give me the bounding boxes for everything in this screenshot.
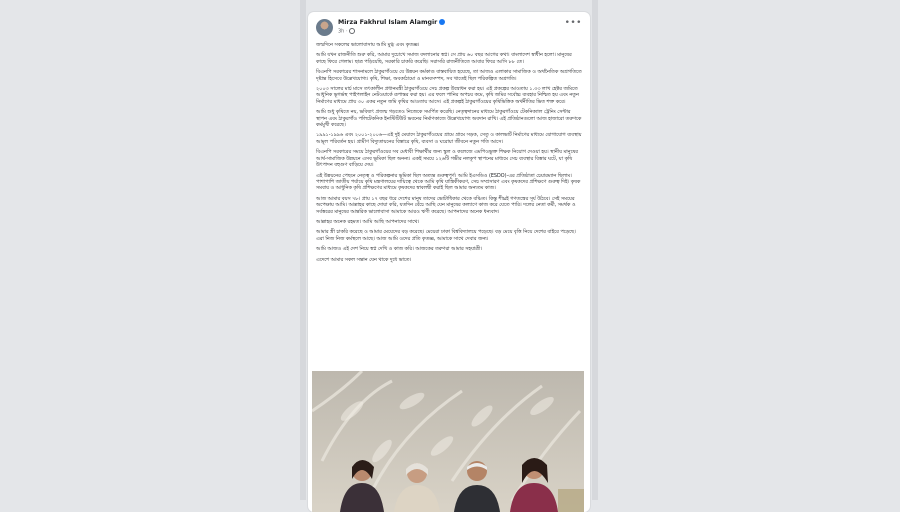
post-photo[interactable]: [312, 371, 584, 512]
author-name-wrap[interactable]: [338, 19, 445, 26]
post-time[interactable]: 3h: [338, 28, 345, 35]
post-paragraph: এই উন্নয়নের পেছনে নেতৃত্ব ও পরিকল্পনার ভূমিকা ছিল অত্যন্ত গুরুত্বপূর্ণ। আমি ইএসডিও (ESDO)-এর প্রতিষ্ঠাতা চেয়ারম্যান ছিলাম। পাশাপাশি জাতীয় পর্যায়ে কৃষি মন্ত্রণালয়ের দায়িত্বে থেকে আমি কৃষি যান্ত্রিকীকরণ, সেচ সম্প্রসারণ এবং কৃষকদের প্রশিক্ষণে গুরুত্ব দিই। কৃষক সমবায় ও আধুনিক কৃষি প্রশিক্ষণের মাধ্যমে কৃষকদের স্বাবলম্বী করাই ছিল আমার অন্যতম কাজ।: [316, 172, 581, 192]
author-name[interactable]: Mirza Fakhrul Islam Alamgir: [338, 19, 438, 26]
globe-icon: [349, 28, 355, 34]
avatar[interactable]: [316, 19, 333, 36]
post-header: [316, 18, 582, 40]
post-paragraph: জন্মদিনে সকলের ভালোবাসায় আমি মুগ্ধ এবং কৃতজ্ঞ।: [316, 42, 420, 48]
facebook-post: [308, 12, 590, 512]
post-paragraph: আমার স্ত্রী চাকরি করেছে ও আমার মেয়েদের বড় করেছে। মেয়েরা ঢাকা বিশ্ববিদ্যালয়ে পড়েছে। বড় মেয়ে বৃত্তি নিয়ে দেশের বাইরে পড়েছে। এরা নিজ নিজ কর্মস্থলে আছে। আজ আমি ওদের প্রতি কৃতজ্ঞ, আমাকে সাথে দেবার জন্য।: [316, 229, 576, 242]
post-paragraph: এদেশে আমার সকল সন্তান যেন থাকে দুধে ভাতে।: [316, 256, 412, 263]
post-text: [316, 42, 582, 267]
post-paragraph: আজ আমার বয়স ৭৮। প্রায় ১৭ বছর ধরে দেশের মানুষ তাদের ভোটাধিকার থেকে বঞ্চিত। কিন্তু শীঘ্রই গণতন্ত্রের সূর্য উঠবে। সেই সময়ের অপেক্ষায় আমি। আল্লাহর কাছে দোয়া করি, যতদিন বেঁচে আছি যেন মানুষের কল্যাণে কাজ করে যেতে পারি। দলের নেতা কর্মী, সমর্থক ও সর্বস্তরের মানুষের আন্তরিক ভালোবাসা আমাকে আরও ঋণী করেছে। আপনাদের অনেক ধন্যবাদ।: [316, 195, 576, 215]
post-paragraph: আল্লাহর অনেক রহমত। আমি আছি আপনাদের সাথে।: [316, 218, 420, 225]
post-paragraph: বিএনপি সরকারের শাসনামলে ঠাকুরগাঁওয়ে যে উন্নয়ন কর্মকাণ্ড বাস্তবায়িত হয়েছে, তা আজও এলাকার সামাজিক ও অর্থনৈতিক অগ্রগতিতে দৃষ্টান্ত হিসেবে উল্লেখযোগ্য। কৃষি, শিক্ষা, অবকাঠামো ও মানবসম্পদ, সব খাতেই ছিল পরিকল্পিত অগ্রগতি।: [316, 69, 582, 82]
feed-right-edge: [592, 0, 598, 500]
more-horizontal-icon[interactable]: •••: [564, 18, 582, 28]
post-paragraph: আমি যখন রাজনীতি শুরু করি, আমার দুচোখে সমাজ বদলানোর স্বপ্ন। সে প্রায় ৬০ বছর আগের কথা। বাংলাদেশ স্বাধীন হলো। মানুষের কাছে ফিরে গেলাম। ছাত্র পড়িয়েছি, সরকারি চাকরি করেছি। সরাসরি রাজনীতিতে আবার ফিরে আসি ৮৮ তে।: [316, 52, 572, 65]
group-photo-image: [312, 371, 584, 512]
post-paragraph: ২০০৩ সালের মার্চ মাসে তৎকালীন প্রধানমন্ত্রী ঠাকুরগাঁওয়ে সেচ প্রকল্প উদ্বোধন করা হয়। এই প্রকল্পের আওতায় ১.৩৩ লাখ হেক্টর জমিতে আধুনিক ভূগর্ভস্থ পাইপলাইন নেটওয়ার্কে রূপান্তর করা হয়। এর ফলে পানির অপচয় কমে, কৃষি জমির সর্বোচ্চ ব্যবহার নিশ্চিত হয় এবং নতুন নির্মাণের মাধ্যমে প্রায় ৩০ একর নতুন জমি কৃষির আওতায় আসে। এই প্রকল্পই ঠাকুরগাঁওয়ের কৃষিভিত্তিক অর্থনীতির ভিত শক্ত করে।: [316, 86, 579, 105]
feed-left-edge: [300, 0, 306, 500]
post-paragraph: ১৯৯১-১৯৯৬ এবং ২০০১-২০০৬—এই দুই মেয়াদে ঠাকুরগাঁওয়ের গ্রামে গ্রামে সড়ক, সেতু ও কালভার্ট নির্মাণের মাধ্যমে যোগাযোগ ব্যবস্থায় আমূল পরিবর্তন হয়। গ্রামীণ বিদ্যুতায়নের বিস্তারে কৃষি, ব্যবসা ও ঘরোয়া জীবনে নতুন গতি আসে।: [316, 132, 582, 145]
post-paragraph: বিএনপি সরকারের সময়ে ঠাকুরগাঁওয়ের সব মেধাবী শিক্ষার্থীর জন্য স্কুল ও কলেজে এমপিওভুক্ত শিক্ষক নিয়োগ দেওয়া হয়। স্থানীয় মানুষের আর্থ-সামাজিক উন্নয়নে এসব ভূমিকা ছিল অনন্য। একই সময়ে ১২৬টি গভীর নলকূপ স্থাপনের মাধ্যমে সেচ ব্যবস্থার বিস্তার ঘটে, যা কৃষি উৎপাদন বহুগুণ বাড়িয়ে দেয়।: [316, 149, 578, 169]
verified-badge-icon: [439, 19, 445, 25]
post-paragraph: আমি শুধু কৃষিতে নয়, ভবিষ্যৎ প্রজন্ম গড়তেও নিজেকে সমর্পিত করেছি। নেতৃত্বদানের মাধ্যমে ঠাকুরগাঁওয়ে টেকনিক্যাল ট্রেনিং সেন্টার স্থাপন এবং ঠাকুরগাঁও পলিটেকনিক ইনস্টিটিউট ভবনের নির্মাণকাজে উল্লেখযোগ্য অবদান রাখি। এই প্রতিষ্ঠানগুলো আজ হাজারো তরুণকে কর্মমুখী করেছে।: [316, 109, 582, 129]
post-paragraph: আমি আজও এই দেশ নিয়ে স্বপ্ন দেখি ও কাজ করি। আজকের তরুণরা আমার সহযাত্রী।: [316, 246, 482, 253]
post-meta: 3h ·: [338, 28, 355, 35]
